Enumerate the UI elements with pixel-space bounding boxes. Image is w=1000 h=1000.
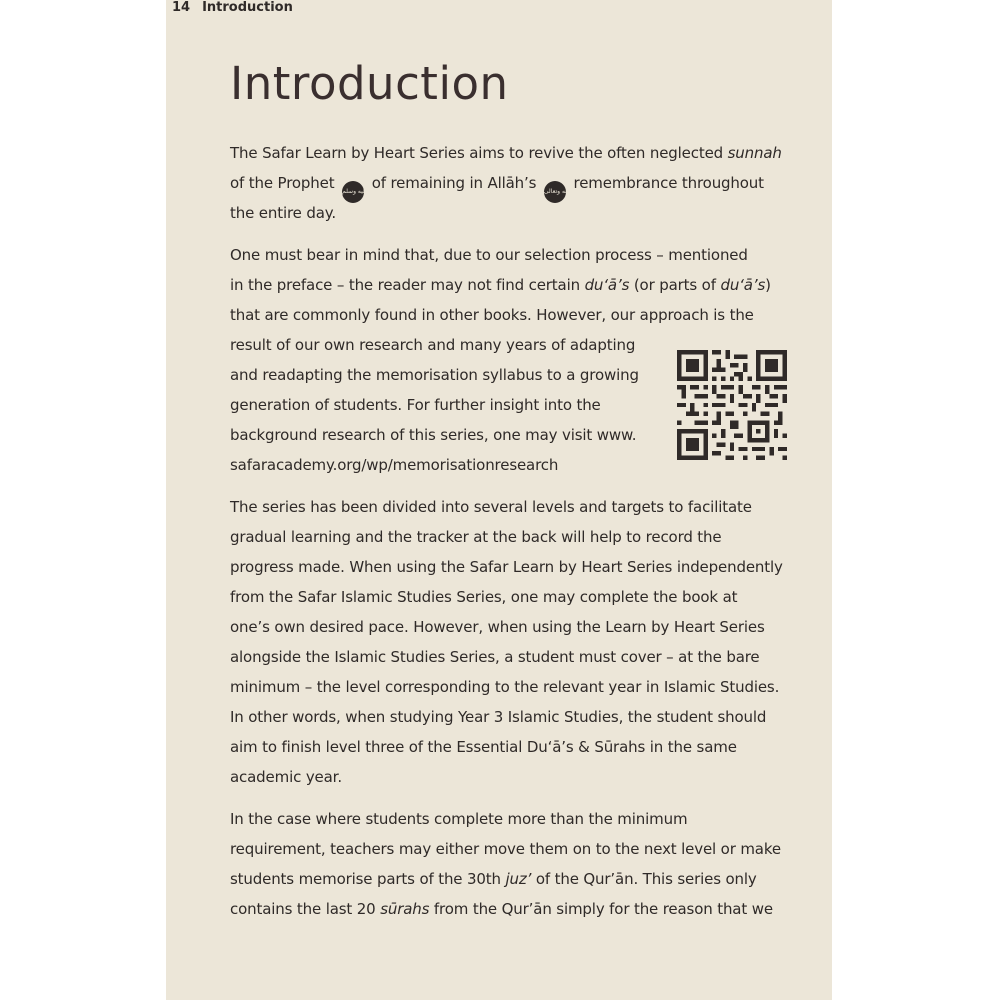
paragraph-3-line-4: from the Safar Islamic Studies Series, one may complete the book at <box>230 588 738 606</box>
paragraph-3-line-10: academic year. <box>230 768 342 786</box>
paragraph-3-line-2: gradual learning and the tracker at the back will help to record the <box>230 528 722 546</box>
paragraph-3-line-9: aim to finish level three of the Essential Du‘ā’s & Sūrahs in the same <box>230 738 737 756</box>
paragraph-1-line-1: The Safar Learn by Heart Series aims to revive the often neglected sunnah <box>230 144 782 162</box>
page-title: Introduction <box>230 57 509 110</box>
paragraph-1-line-3: the entire day. <box>230 204 336 222</box>
paragraph-2-line-3: that are commonly found in other books. However, our approach is the <box>230 306 754 324</box>
paragraph-2-line-1: One must bear in mind that, due to our selection process – mentioned <box>230 246 748 264</box>
paragraph-3-line-6: alongside the Islamic Studies Series, a student must cover – at the bare <box>230 648 760 666</box>
qr-code[interactable] <box>677 350 787 460</box>
paragraph-3-line-1: The series has been divided into several levels and targets to facilitate <box>230 498 752 516</box>
page-number: 14 <box>172 0 191 15</box>
paragraph-2-line-6: generation of students. For further insight into the <box>230 396 601 414</box>
paragraph-4-line-3: students memorise parts of the 30th juz’ of the Qur’ān. This series only <box>230 870 757 888</box>
book-page <box>166 0 832 1000</box>
paragraph-3-line-7: minimum – the level corresponding to the relevant year in Islamic Studies. <box>230 678 780 696</box>
paragraph-3-line-3: progress made. When using the Safar Learn by Heart Series independently <box>230 558 783 576</box>
paragraph-2-line-5: and readapting the memorisation syllabus to a growing <box>230 366 639 384</box>
prophet-salutation-seal: صلى الله عليه وسلم <box>342 181 364 203</box>
research-url: safaracademy.org/wp/memorisationresearch <box>230 456 559 474</box>
paragraph-3-line-5: one’s own desired pace. However, when using the Learn by Heart Series <box>230 618 765 636</box>
paragraph-2-line-7: background research of this series, one may visit www. <box>230 426 637 444</box>
paragraph-3-line-8: In other words, when studying Year 3 Islamic Studies, the student should <box>230 708 767 726</box>
paragraph-2-line-4: result of our own research and many years of adapting <box>230 336 636 354</box>
running-section-title: Introduction <box>202 0 293 15</box>
paragraph-4-line-4: contains the last 20 sūrahs from the Qur’ān simply for the reason that we <box>230 900 773 918</box>
paragraph-1-line-2: of the Prophet صلى الله عليه وسلم of remaining in Allāh’s سبحانه وتعالى remembrance throughout <box>230 168 764 203</box>
paragraph-2-line-2: in the preface – the reader may not find certain du‘ā’s (or parts of du‘ā’s) <box>230 276 771 294</box>
paragraph-4-line-2: requirement, teachers may either move them on to the next level or make <box>230 840 781 858</box>
running-header <box>172 0 293 16</box>
paragraph-4-line-1: In the case where students complete more than the minimum <box>230 810 688 828</box>
allah-glorification-seal: سبحانه وتعالى <box>544 181 566 203</box>
